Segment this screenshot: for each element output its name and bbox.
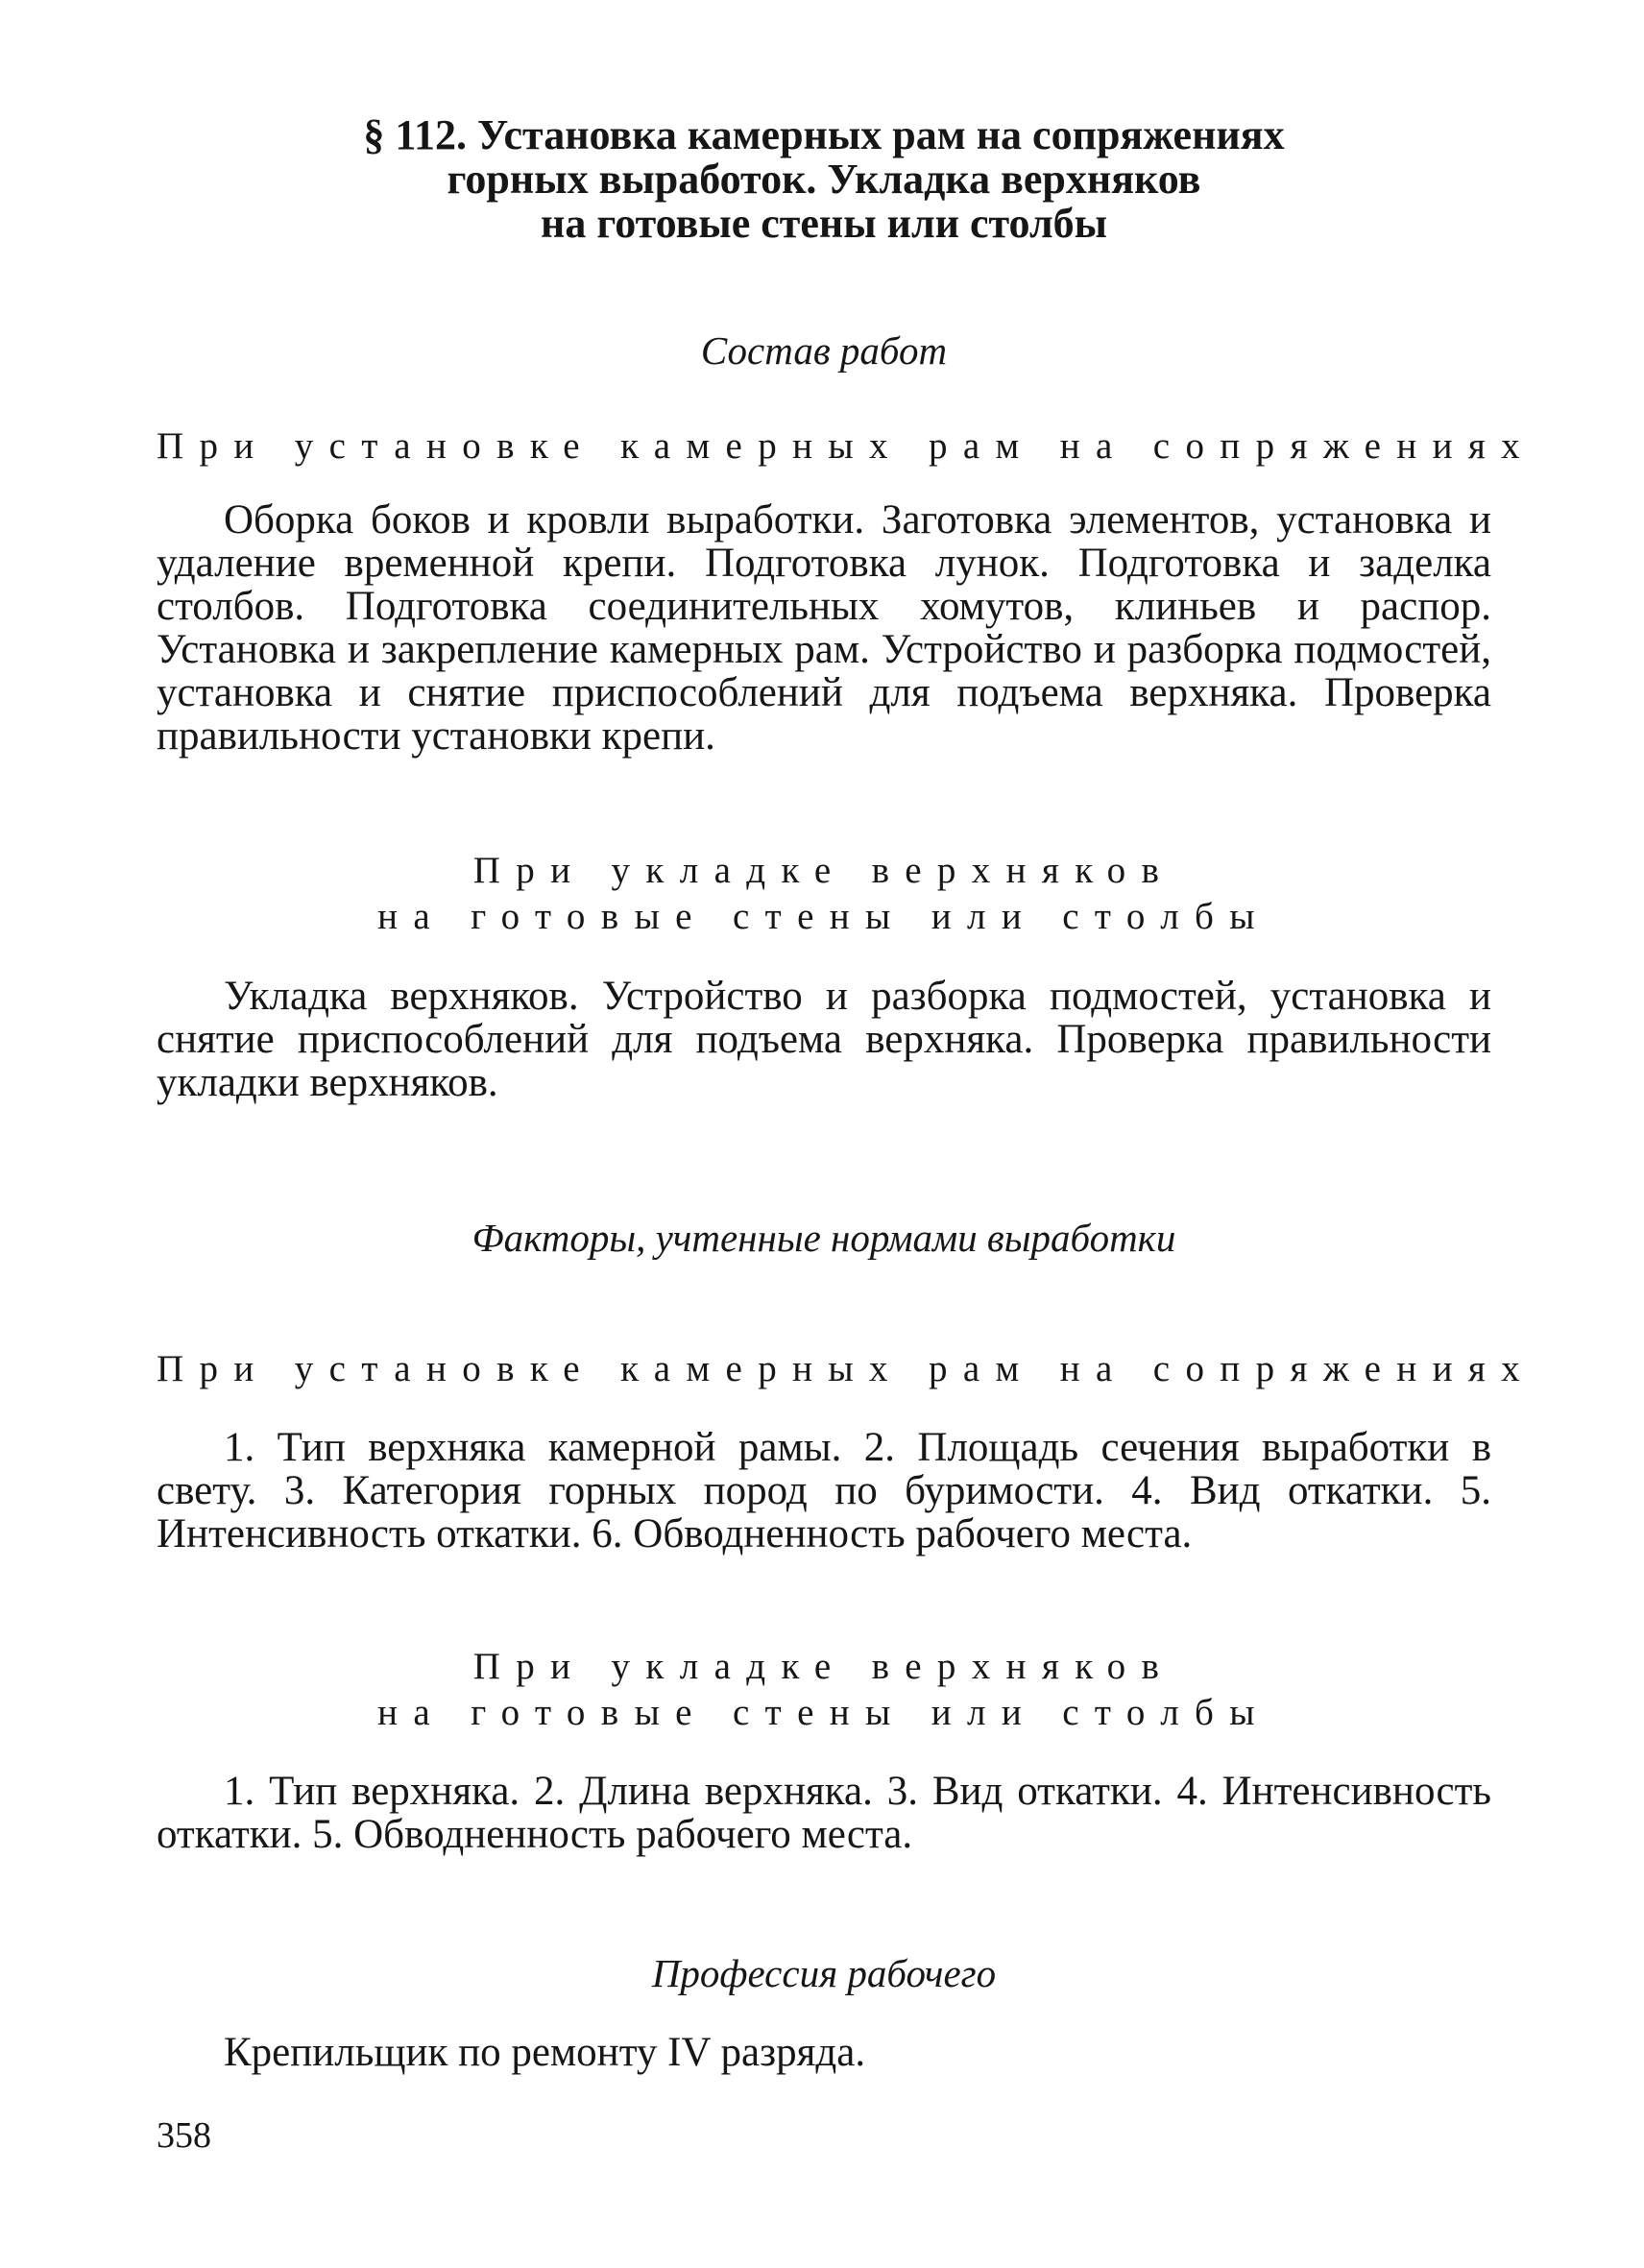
composition-caps-subheading-line-1: При укладке верхняков	[472, 850, 1175, 891]
page-number: 358	[157, 2115, 211, 2156]
factors-caps-subheading-line-2: на готовые стены или столбы	[377, 1692, 1270, 1733]
section-title-line-2: горных выработок. Укладка верхняков	[447, 156, 1201, 203]
factors-frames-subheading: При установке камерных рам на сопряжениях	[157, 1348, 1536, 1389]
composition-caps-text: Укладка верхняков. Устройство и разборка подмостей, установка и снятие приспособлений для подъема верхняка. Проверка правильности укладки верхняков.	[157, 974, 1491, 1105]
composition-frames-subheading: При установке камерных рам на сопряжениях	[157, 425, 1536, 467]
factors-caps-subheading-line-1: При укладке верхняков	[472, 1646, 1175, 1687]
composition-frames-text: Оборка боков и кровли выработки. Заготовка элементов, установка и удаление временной крепи. Подготовка лунок. Подготовка и заделка столбов. Подготовка соединительных хомутов, клиньев и распор. Установка и закрепление камерных рам. Устройство и разборка подмостей, установка и снятие приспособлений для подъема верхняка. Проверка правильности установки крепи.	[157, 497, 1491, 759]
worker-heading: Профессия рабочего	[651, 1951, 997, 1995]
section-title	[157, 113, 1491, 246]
composition-caps-subheading	[157, 848, 1491, 940]
section-title-line-3: на готовые стены или столбы	[540, 200, 1108, 247]
factors-caps-subheading	[157, 1644, 1491, 1736]
worker-text: Крепильщик по ремонту IV разряда.	[224, 2030, 866, 2075]
composition-heading: Состав работ	[700, 328, 948, 373]
factors-caps-text: 1. Тип верхняка. 2. Длина верхняка. 3. Вид откатки. 4. Интенсивность откатки. 5. Обводненность рабочего места.	[157, 1769, 1491, 1857]
factors-heading: Факторы, учтенные нормами выработки	[471, 1216, 1176, 1260]
section-title-line-1: § 112. Установка камерных рам на сопряжениях	[363, 111, 1285, 158]
factors-frames-text: 1. Тип верхняка камерной рамы. 2. Площадь сечения выработки в свету. 3. Категория горных пород по буримости. 4. Вид откатки. 5. Интенсивность откатки. 6. Обводненность рабочего места.	[157, 1425, 1491, 1556]
composition-caps-subheading-line-2: на готовые стены или столбы	[377, 896, 1270, 937]
